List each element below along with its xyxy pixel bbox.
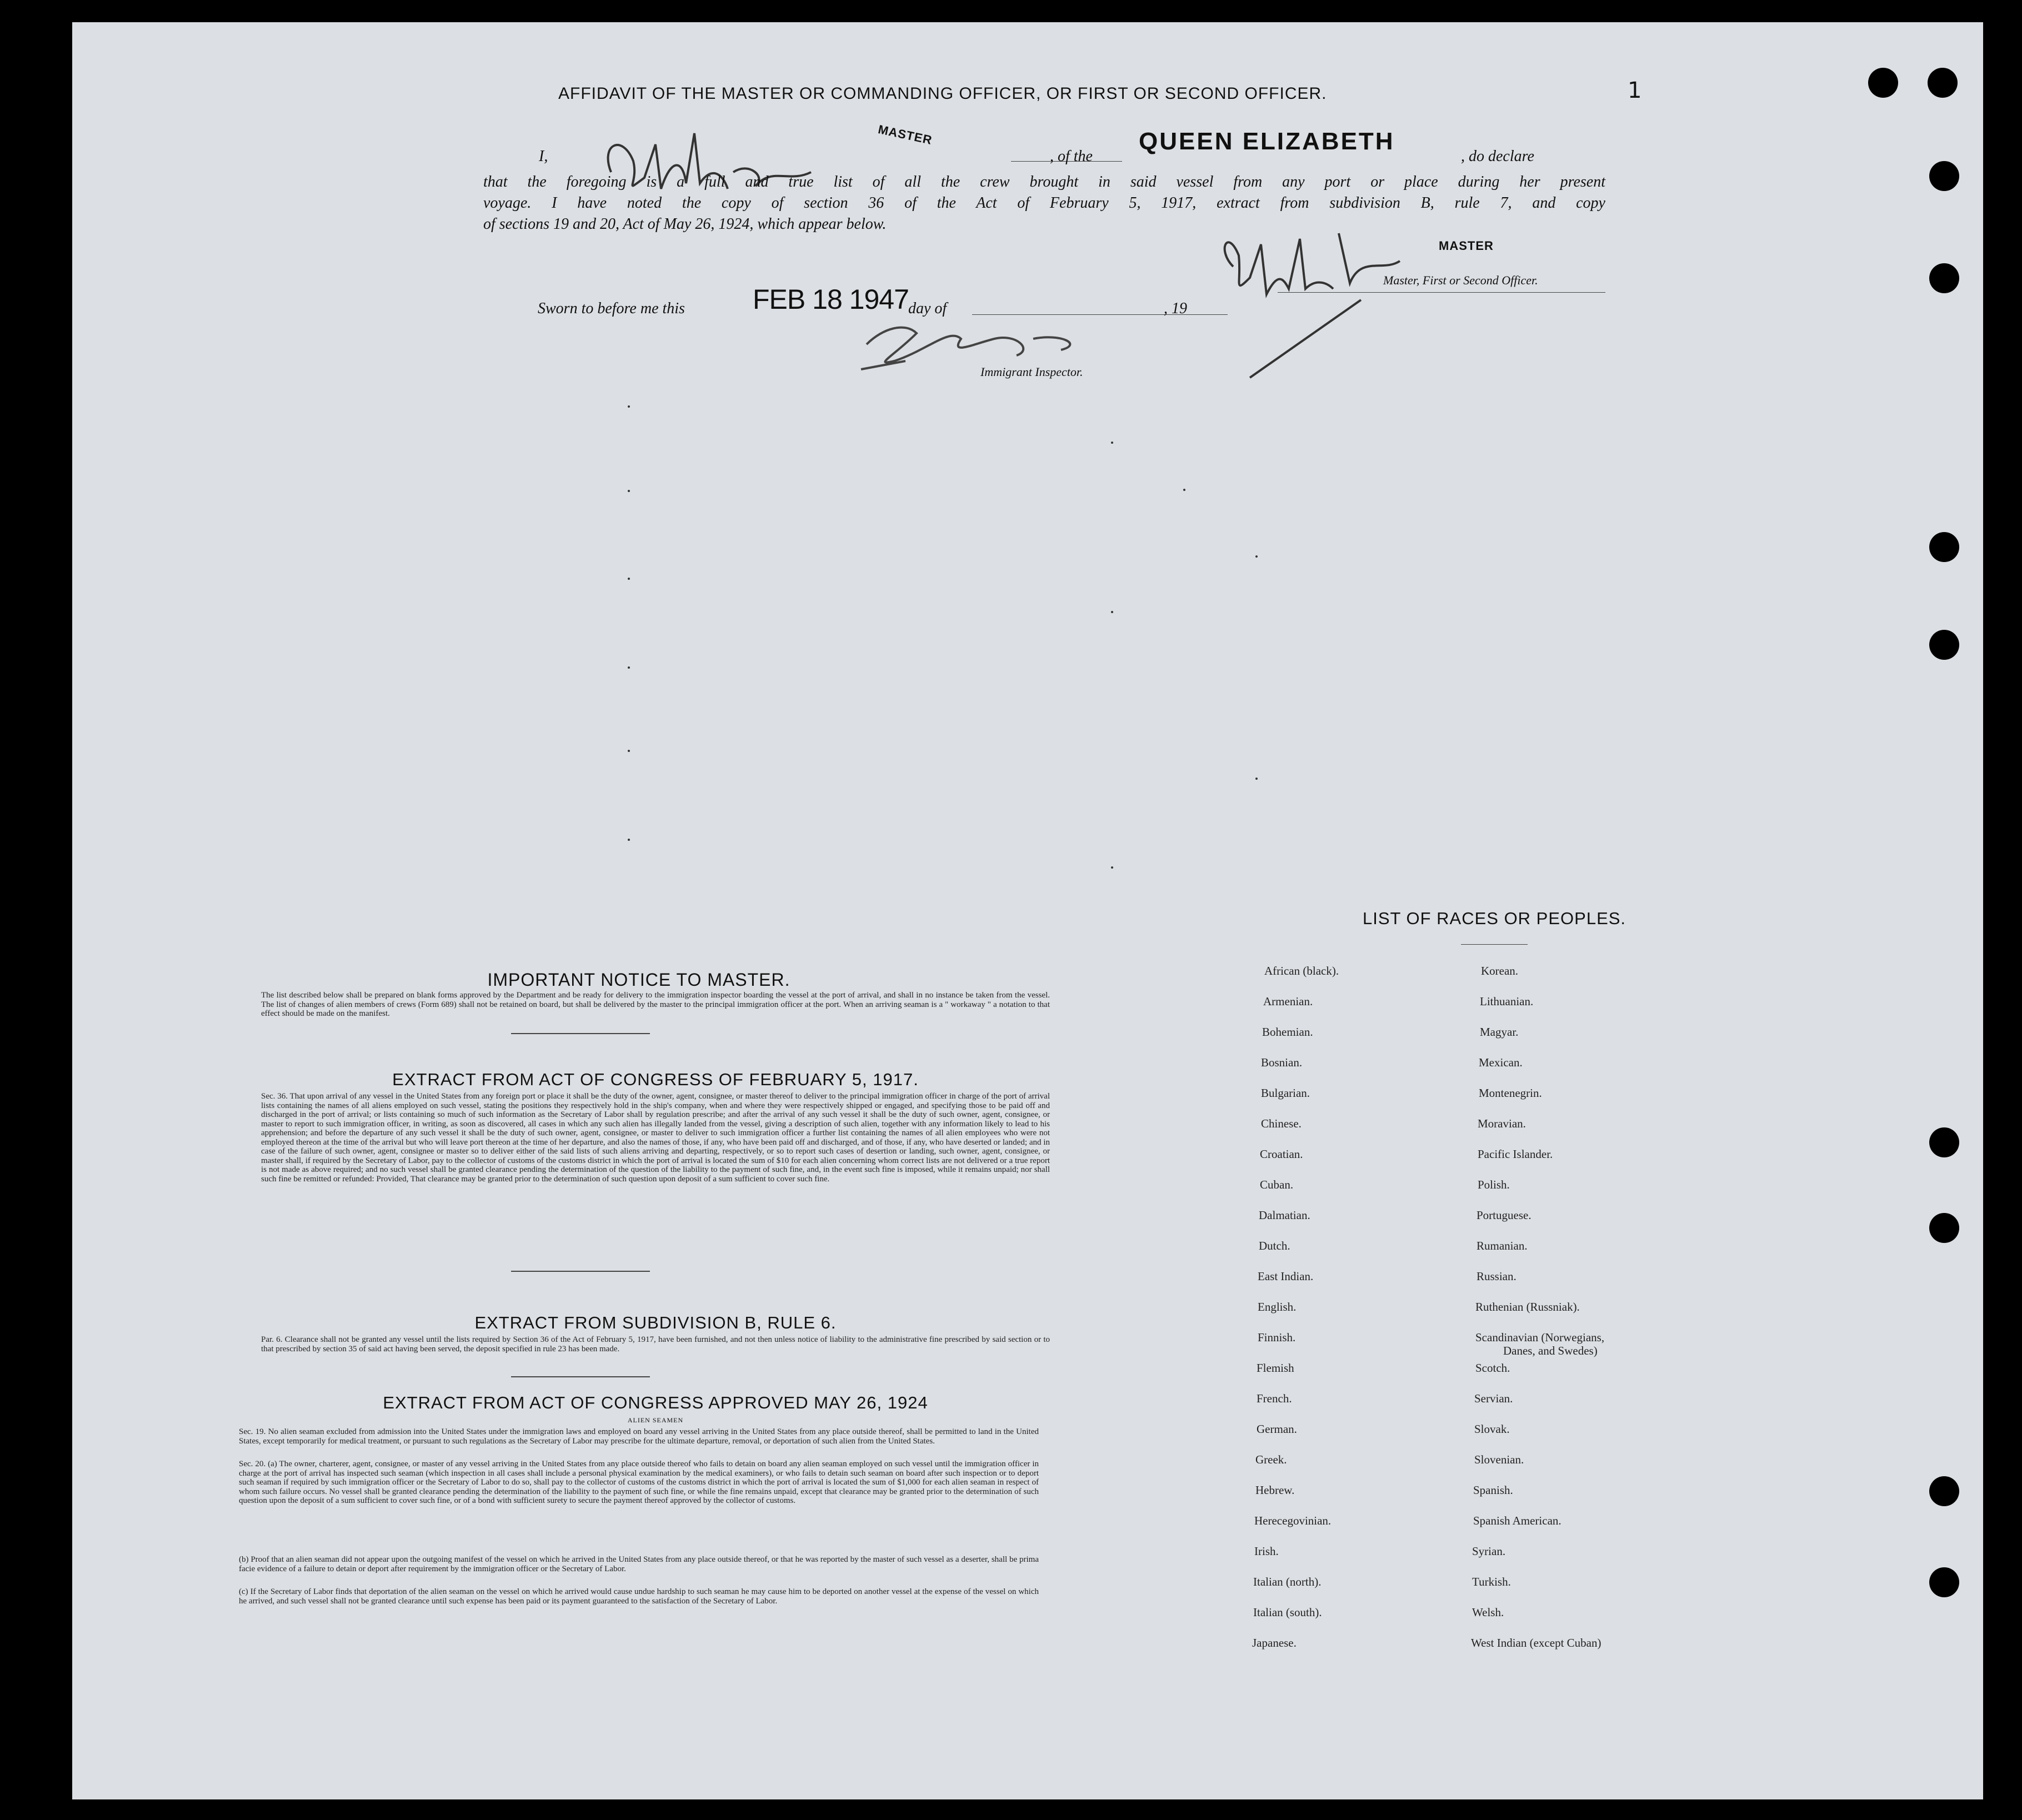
race-right-item: Spanish American. — [1473, 1514, 1561, 1527]
speck — [628, 578, 630, 580]
section-divider — [511, 1376, 650, 1377]
punch-hole — [1929, 263, 1959, 293]
declaration-line-3: of sections 19 and 20, Act of May 26, 1924, which appear below. — [483, 215, 887, 233]
speck — [628, 405, 630, 408]
race-right-item: Ruthenian (Russniak). — [1475, 1300, 1580, 1313]
officer-caption: Master, First or Second Officer. — [1383, 273, 1538, 287]
race-right-item: Russian. — [1477, 1270, 1516, 1283]
race-right-item: Scotch. — [1475, 1361, 1510, 1375]
speck — [1111, 866, 1113, 869]
inspector-caption: Immigrant Inspector. — [980, 365, 1083, 379]
officer-rule — [1278, 292, 1605, 293]
race-left-item: Cuban. — [1260, 1178, 1294, 1191]
race-left-item: Italian (south). — [1253, 1606, 1322, 1619]
declaration-line-1: that the foregoing is a full and true list of all the crew brought in said vessel from any port or place during her present — [483, 173, 1605, 190]
speck — [628, 666, 630, 669]
speck — [1183, 489, 1185, 491]
of-the-label: , of the — [1050, 148, 1093, 165]
extract-1924-subtitle: ALIEN SEAMEN — [627, 1416, 684, 1424]
race-right-item: Polish. — [1478, 1178, 1510, 1191]
race-left-item: East Indian. — [1258, 1270, 1314, 1283]
page-number: 1 — [1628, 78, 1642, 103]
race-right-item: Scandinavian (Norwegians, — [1475, 1331, 1605, 1344]
section-divider — [511, 1271, 650, 1272]
master-stamp-2: MASTER — [1439, 239, 1494, 253]
race-right-item: Welsh. — [1472, 1606, 1504, 1619]
race-right-item: West Indian (except Cuban) — [1471, 1636, 1601, 1649]
race-left-item: Hebrew. — [1255, 1483, 1295, 1497]
notice-body: The list described below shall be prepared on blank forms approved by the Department and be ready for delivery to the immigration inspector boarding the vessel at the port of arrival, and shall in no instance be taken from the vessel. The list of changes of alien members of crews (Form 689) shall not be retained on board, but shall be delivered by the master to the principal immigration officer at the port. When an arriving seaman is a " workaway " a notation to that effect should be made on the manifest. — [261, 991, 1050, 1018]
race-left-item: Bulgarian. — [1261, 1086, 1310, 1100]
race-right-item-continued: Danes, and Swedes) — [1503, 1344, 1598, 1357]
sec-20c-text: (c) If the Secretary of Labor finds that deportation of the alien seaman on the vessel on which he arrived would cause undue hardship to such seaman he may cause him to be deported on another vessel at the expense of the vessel on which he arrived, and such vessel shall not be granted clearance until such expense has been paid or its payment guaranteed to the satisfaction of the Secretary of Labor. — [239, 1587, 1039, 1606]
race-left-item: Chinese. — [1261, 1117, 1302, 1130]
race-right-item: Servian. — [1474, 1392, 1513, 1405]
race-right-item: Lithuanian. — [1480, 995, 1534, 1008]
race-right-item: Pacific Islander. — [1478, 1147, 1553, 1161]
extract-1917-title: EXTRACT FROM ACT OF CONGRESS OF FEBRUARY 5, 1917. — [392, 1070, 919, 1089]
speck — [628, 839, 630, 841]
punch-hole — [1929, 161, 1959, 191]
sec-20a-text: Sec. 20. (a) The owner, charterer, agent, consignee, or master of any vessel arriving in the United States from any place outside thereof who fails to detain on board any alien seaman employed on such vessel until the immigration officer in charge at the port of arrival has inspected such seaman (which inspection in all cases shall include a personal physical examination by the medical examiners), or who fails to detain such seaman on board after such inspection or to deport such seaman if required by such immigration officer or the Secretary of Labor to do so, shall pay to the collector of customs of the customs district in which the port of arrival is located the sum of $1,000 for each alien seaman in respect of whom such failure occurs. No vessel shall be granted clearance pending the determination of the liability to the payment of such fine, or while the fine remains unpaid, except that clearance may be granted prior to the determination of such question upon the deposit of a sum sufficient to cover such fine, or of a bond with sufficient surety to secure the payment thereof approved by the collector of customs. — [239, 1460, 1039, 1505]
race-left-item: Flemish — [1257, 1361, 1294, 1375]
race-right-item: Moravian. — [1478, 1117, 1526, 1130]
race-left-item: English. — [1258, 1300, 1297, 1313]
punch-hole — [1929, 630, 1959, 660]
master-stamp: MASTER — [877, 122, 934, 148]
speck — [1255, 555, 1258, 558]
day-of-label: day of — [908, 300, 947, 317]
race-left-item: Greek. — [1255, 1453, 1287, 1466]
race-left-item: Japanese. — [1252, 1636, 1297, 1649]
declarant-prefix: I, — [539, 148, 548, 165]
race-right-item: Turkish. — [1472, 1575, 1511, 1588]
affidavit-heading: AFFIDAVIT OF THE MASTER OR COMMANDING OFFICER, OR FIRST OR SECOND OFFICER. — [558, 84, 1327, 103]
punch-hole — [1928, 68, 1958, 98]
race-left-item: Croatian. — [1260, 1147, 1303, 1161]
race-left-item: Dutch. — [1259, 1239, 1290, 1252]
speck — [1111, 611, 1113, 613]
notice-title: IMPORTANT NOTICE TO MASTER. — [487, 970, 790, 990]
race-right-item: Mexican. — [1479, 1056, 1523, 1069]
race-left-item: French. — [1257, 1392, 1292, 1405]
punch-hole — [1929, 1127, 1959, 1157]
declaration-line-2: voyage. I have noted the copy of section 36 of the Act of February 5, 1917, extract from subdivision B, rule 7, and copy — [483, 194, 1605, 212]
race-right-item: Montenegrin. — [1479, 1086, 1542, 1100]
race-left-item: Italian (north). — [1253, 1575, 1322, 1588]
document-page — [72, 22, 1983, 1799]
punch-hole — [1929, 1213, 1959, 1243]
race-right-item: Slovenian. — [1474, 1453, 1524, 1466]
race-right-item: Portuguese. — [1477, 1209, 1531, 1222]
race-left-item: Finnish. — [1258, 1331, 1296, 1344]
inspector-signature — [850, 305, 1250, 372]
vessel-name-stamp: QUEEN ELIZABETH — [1139, 128, 1395, 155]
race-left-item: African (black). — [1264, 964, 1339, 977]
race-left-item: Bohemian. — [1262, 1025, 1313, 1039]
race-right-item: Rumanian. — [1477, 1239, 1528, 1252]
punch-hole — [1929, 1476, 1959, 1506]
race-left-item: Dalmatian. — [1259, 1209, 1310, 1222]
race-right-item: Spanish. — [1473, 1483, 1513, 1497]
races-title: LIST OF RACES OR PEOPLES. — [1362, 909, 1626, 928]
race-left-item: German. — [1257, 1422, 1297, 1436]
year-suffix: , 19 — [1164, 300, 1187, 317]
extract-1924-title: EXTRACT FROM ACT OF CONGRESS APPROVED MAY 26, 1924 — [383, 1393, 928, 1412]
race-left-item: Irish. — [1254, 1545, 1279, 1558]
sec-20b-text: (b) Proof that an alien seaman did not appear upon the outgoing manifest of the vessel on which he arrived in the United States from any place outside thereof, or that he was reported by the master of such vessel as a deserter, shall be prima facie evidence of a failure to detain or deport after requirement by the immigration officer or the Secretary of Labor. — [239, 1555, 1039, 1573]
race-left-item: Herecegovinian. — [1254, 1514, 1332, 1527]
race-right-item: Magyar. — [1480, 1025, 1519, 1039]
do-declare-label: , do declare — [1461, 148, 1534, 165]
sworn-date-stamp: FEB 18 1947 — [753, 284, 909, 315]
subdivision-body: Par. 6. Clearance shall not be granted any vessel until the lists required by Section 36 of the Act of February 5, 1917, have been furnished, and not then unless notice of liability to the administrative fine prescribed by said section or to that prescribed by section 35 of said act having been served, the deposit specified in rule 23 has been made. — [261, 1335, 1050, 1353]
speck — [628, 490, 630, 492]
race-right-item: Syrian. — [1472, 1545, 1506, 1558]
subdivision-title: EXTRACT FROM SUBDIVISION B, RULE 6. — [474, 1313, 837, 1332]
extract-1917-body: Sec. 36. That upon arrival of any vessel in the United States from any foreign port or place it shall be the duty of the owner, agent, consignee, or master thereof to deliver to the principal immigration officer in charge of the port of arrival lists containing the names of all aliens employed on such vessel, stating the positions they respectively hold in the ship's company, when and where they were respectively shipped or engaged, and specifying those to be paid off and discharged in the port of arrival; or lists containing so much of such information as the Secretary of Labor shall by regulation prescribe; and after the arrival of any such vessel it shall be the duty of such owner, agent, consignee, or master to report to such immigration officer, in writing, as soon as discovered, all cases in which any such alien has illegally landed from the vessel, giving a description of such alien, together with any information likely to lead to his apprehension; and before the departure of any such vessel it shall be the duty of such owner, agent, consignee, or master to deliver to such immigration officer a further list containing the names of all alien employees who were not employed thereon at the time of the arrival but who will leave port thereon at the time of her departure, and also the names of those, if any, who have been paid off and discharged, and of those, if any, who have deserted or landed; and in case of the failure of such owner, agent, consignee or master so to deliver either of the said lists of such aliens arriving and departing, respectively, or so to report such cases of desertion or landing, such owner, agent, consignee, or master shall, if required by the Secretary of Labor, pay to the collector of customs of the customs district in which the port of arrival is located the sum of $10 for each alien concerning whom correct lists are not delivered or a true report is not made as above required; and no such vessel shall be granted clearance pending the determination of the question of the liability to the payment of such fine, and, in the event such fine is imposed, while it remains unpaid; nor shall such fine be remitted or refunded: Provided, That clearance may be granted prior to the determination of such question upon deposit of a sum sufficient to cover such fine. — [261, 1092, 1050, 1184]
punch-hole — [1868, 68, 1898, 98]
speck — [1111, 442, 1113, 444]
race-right-item: Korean. — [1481, 964, 1519, 977]
sec-19-text: Sec. 19. No alien seaman excluded from admission into the United States under the immigration laws and employed on board any vessel arriving in the United States from any place outside thereof, shall be permitted to land in the United States, except temporarily for medical treatment, or pursuant to such regulations as the Secretary of Labor may prescribe for the ultimate departure, removal, or deportation of such alien from the United States. — [239, 1427, 1039, 1446]
punch-hole — [1929, 1567, 1959, 1597]
speck — [628, 750, 630, 752]
sworn-label: Sworn to before me this — [538, 300, 685, 317]
section-divider — [511, 1033, 650, 1034]
race-right-item: Slovak. — [1474, 1422, 1510, 1436]
race-left-item: Bosnian. — [1261, 1056, 1303, 1069]
race-left-item: Armenian. — [1263, 995, 1313, 1008]
punch-hole — [1929, 532, 1959, 562]
races-title-rule — [1461, 944, 1528, 945]
speck — [1255, 778, 1258, 780]
